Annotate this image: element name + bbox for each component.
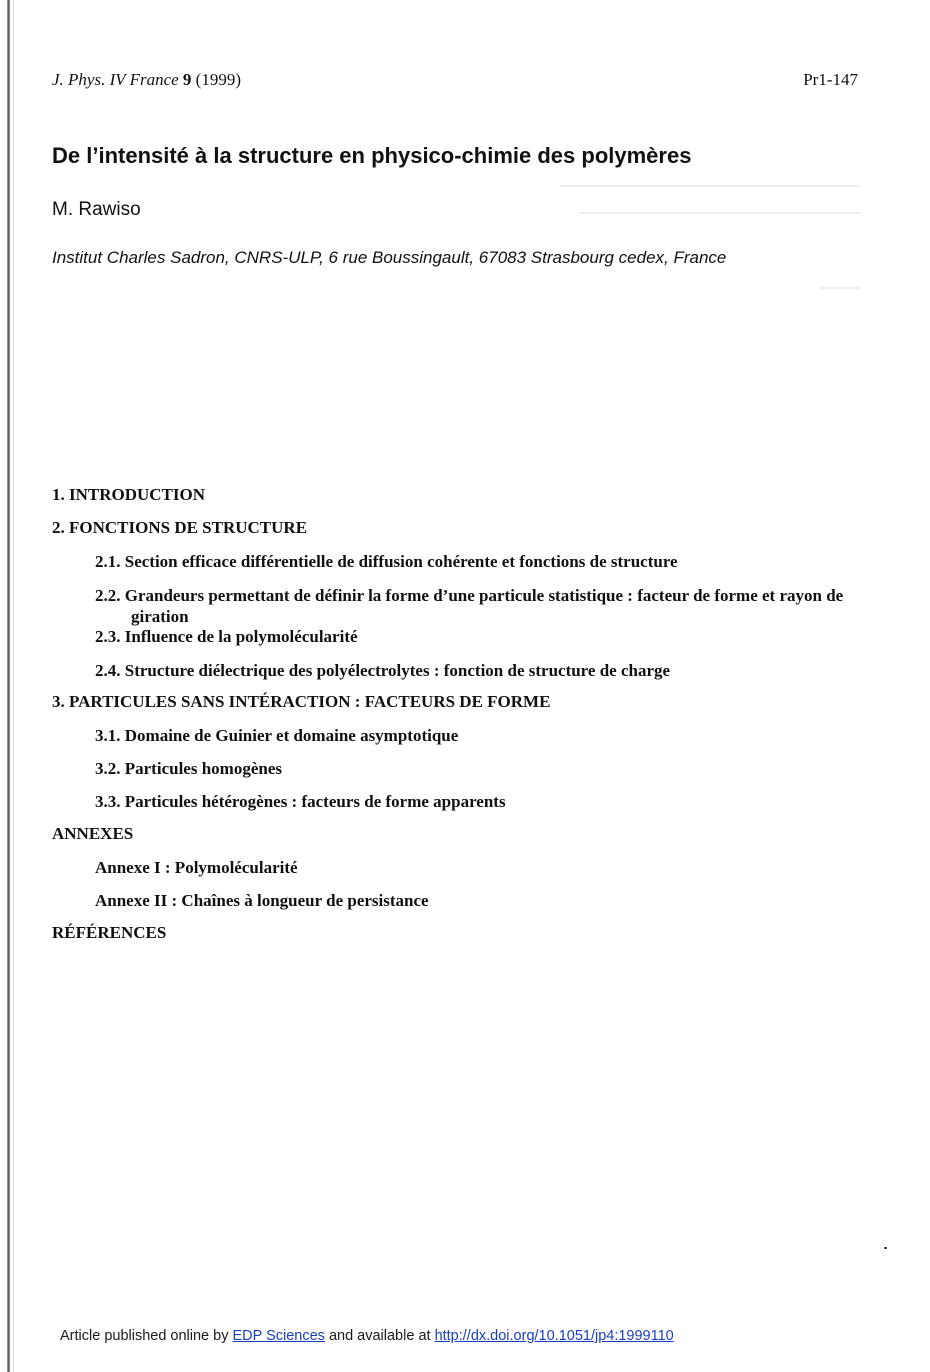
toc-subsection-2-2 (95, 585, 865, 627)
toc-section-references: RÉFÉRENCES (52, 923, 167, 942)
toc-subsection-2-2-text: 2.2. Grandeurs permettant de définir la forme d’une particule statistique : facteur de forme et rayon de giration (95, 586, 844, 626)
publisher-link[interactable]: EDP Sciences (232, 1328, 325, 1344)
article-author: M. Rawiso (52, 199, 141, 220)
toc-subsection-2-1: 2.1. Section efficace différentielle de diffusion cohérente et fonctions de structure (95, 552, 678, 571)
scan-edge-line (13, 0, 14, 1372)
toc-section-particules-sans-interaction: 3. PARTICULES SANS INTÉRACTION : FACTEURS DE FORME (52, 692, 551, 711)
scan-edge-shadow (7, 0, 10, 1372)
toc-section-annexes: ANNEXES (52, 824, 134, 843)
toc-subsection-3-3: 3.3. Particules hétérogènes : facteurs de forme apparents (95, 792, 506, 811)
toc-subsection-2-4: 2.4. Structure diélectrique des polyélectrolytes : fonction de structure de charge (95, 661, 671, 680)
footer-prefix: Article published online by (60, 1328, 229, 1344)
toc-subsection-3-2: 3.2. Particules homogènes (95, 759, 282, 778)
page-reference: Pr1-147 (803, 70, 858, 89)
article-title: De l’intensité à la structure en physico-chimie des polymères (52, 143, 692, 168)
publication-footer (60, 1328, 674, 1344)
author-affiliation: Institut Charles Sadron, CNRS-ULP, 6 rue Boussingault, 67083 Strasbourg cedex, France (52, 248, 727, 267)
bleed-through-artifact (560, 185, 860, 187)
toc-annexe-2: Annexe II : Chaînes à longueur de persistance (95, 891, 429, 910)
journal-volume: 9 (182, 70, 192, 89)
journal-citation (52, 70, 241, 90)
journal-year: (1999) (195, 70, 241, 89)
journal-name: J. Phys. IV France (52, 70, 179, 89)
doi-link[interactable]: http://dx.doi.org/10.1051/jp4:1999110 (434, 1328, 674, 1344)
toc-section-introduction: 1. INTRODUCTION (52, 485, 206, 504)
footer-middle: and available at (328, 1328, 431, 1344)
bleed-through-artifact (820, 287, 860, 289)
toc-subsection-2-3: 2.3. Influence de la polymolécularité (95, 627, 358, 646)
scan-speck (884, 1247, 887, 1249)
toc-annexe-1: Annexe I : Polymolécularité (95, 858, 298, 877)
toc-subsection-3-1: 3.1. Domaine de Guinier et domaine asymptotique (95, 726, 459, 745)
bleed-through-artifact (580, 212, 860, 214)
toc-section-fonctions-de-structure: 2. FONCTIONS DE STRUCTURE (52, 518, 308, 537)
